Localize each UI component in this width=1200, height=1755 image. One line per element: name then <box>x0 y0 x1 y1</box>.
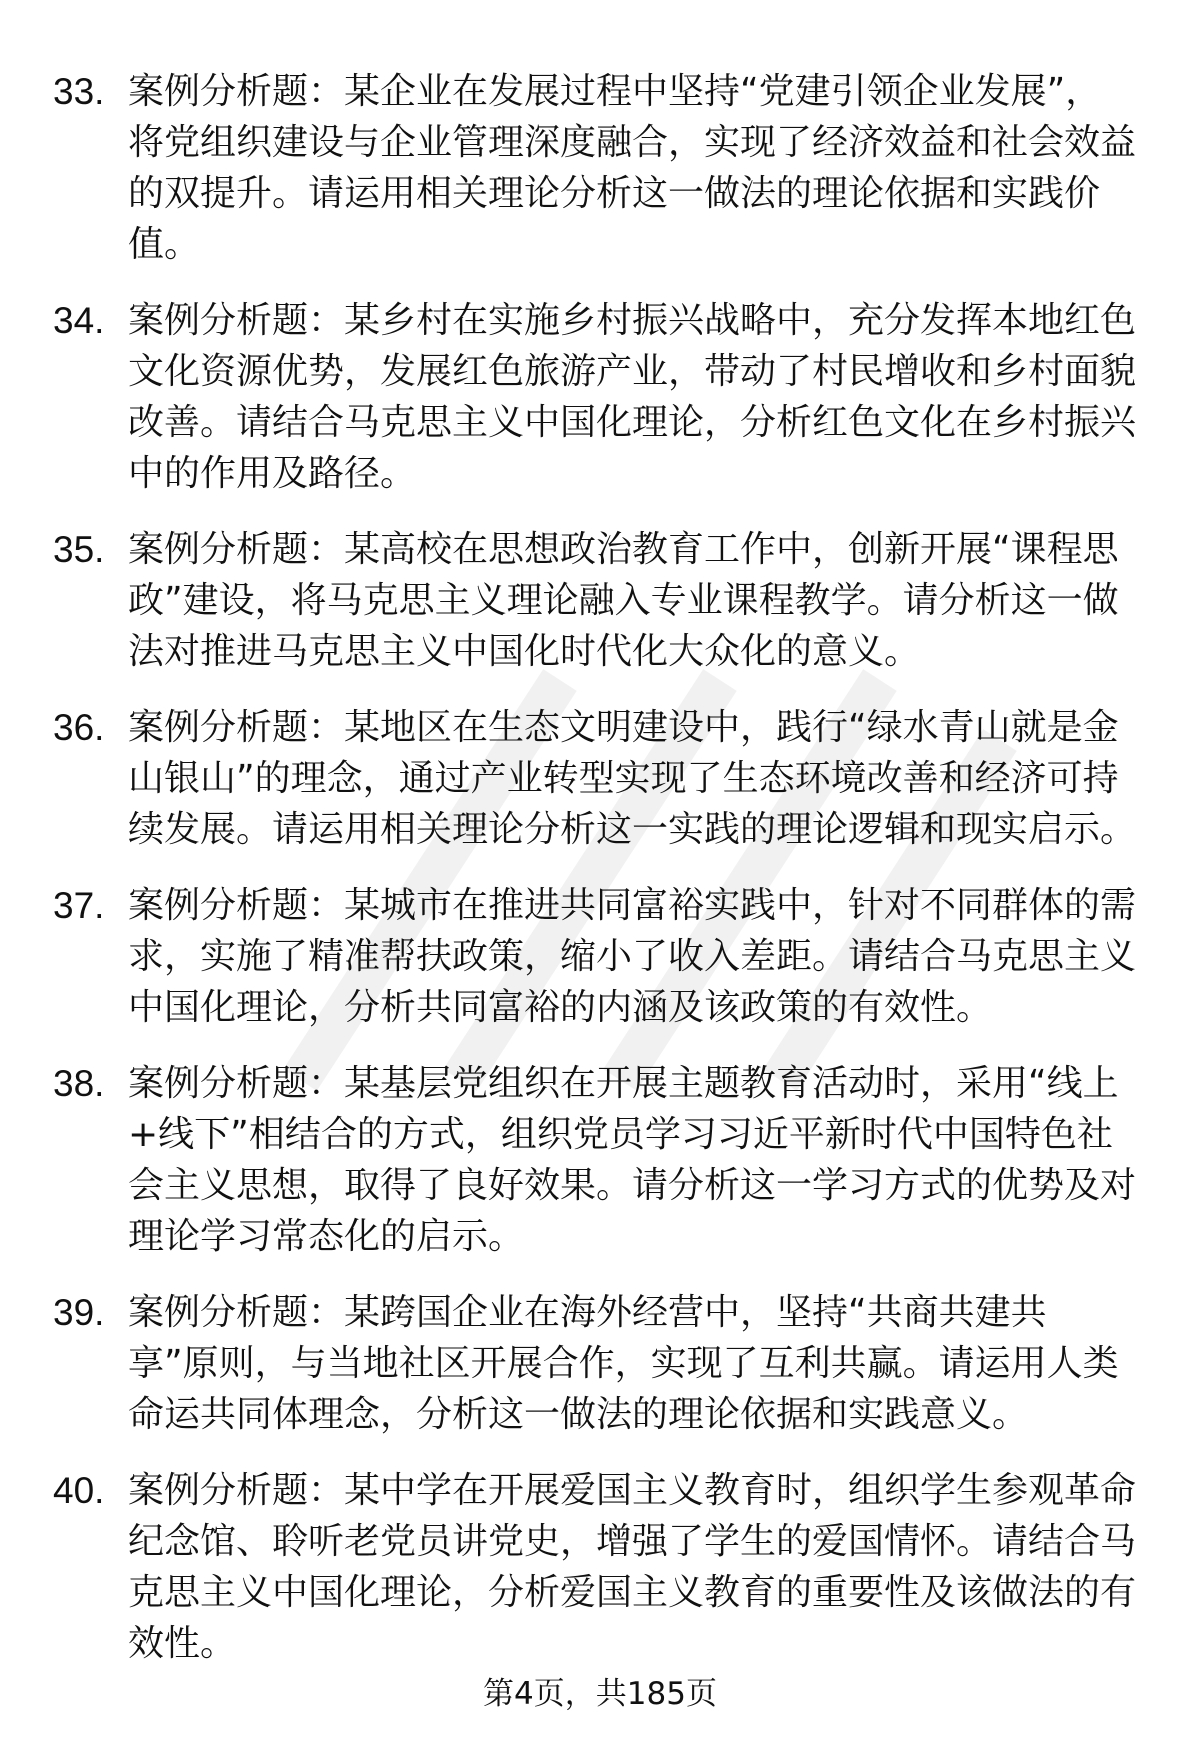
question-text-line: 案例分析题：某乡村在实施乡村振兴战略中，充分发挥本地红色 <box>128 300 1137 341</box>
question-text <box>128 880 1136 1033</box>
question-text-line: 法对推进马克思主义中国化时代化大众化的意义。 <box>128 631 921 672</box>
question-text-line: 案例分析题：某中学在开展爱国主义教育时，组织学生参观革命 <box>128 1470 1137 1511</box>
question-text-line: 理论学习常态化的启示。 <box>128 1216 525 1257</box>
question-text-line: 纪念馆、聆听老党员讲党史，增强了学生的爱国情怀。请结合马 <box>128 1521 1137 1562</box>
question-text-line: 克思主义中国化理论，分析爱国主义教育的重要性及该做法的有 <box>128 1572 1137 1613</box>
question-number: 38. <box>53 1063 105 1104</box>
question-number: 35. <box>53 529 105 570</box>
question-text-line: 案例分析题：某企业在发展过程中坚持“党建引领企业发展”， <box>128 71 1102 112</box>
question-text-line: 案例分析题：某城市在推进共同富裕实践中，针对不同群体的需 <box>128 885 1137 926</box>
question-text-line: 中国化理论，分析共同富裕的内涵及该政策的有效性。 <box>128 987 993 1028</box>
question-number: 37. <box>53 885 105 926</box>
page-footer: 第4页，共185页 <box>483 1676 717 1712</box>
question-number: 40. <box>53 1470 105 1511</box>
question-text-line: 山银山”的理念，通过产业转型实现了生态环境改善和经济可持 <box>128 758 1119 799</box>
question-text-line: 中的作用及路径。 <box>128 453 417 494</box>
question-text-line: 求，实施了精准帮扶政策，缩小了收入差距。请结合马克思主义 <box>128 936 1137 977</box>
question-text-line: 案例分析题：某跨国企业在海外经营中，坚持“共商共建共 <box>128 1292 1047 1333</box>
question-text <box>128 66 1136 270</box>
question-text-line: 效性。 <box>128 1623 237 1664</box>
question-text <box>128 1287 1119 1440</box>
question-text-line: 案例分析题：某地区在生态文明建设中，践行“绿水青山就是金 <box>128 707 1119 748</box>
question-text-line: 将党组织建设与企业管理深度融合，实现了经济效益和社会效益 <box>128 122 1137 163</box>
question-text <box>128 524 1119 677</box>
question-number: 33. <box>53 71 105 112</box>
question-text-line: 改善。请结合马克思主义中国化理论，分析红色文化在乡村振兴 <box>128 402 1137 443</box>
question-text <box>128 1058 1136 1262</box>
question-text <box>128 702 1136 855</box>
question-number: 34. <box>53 300 105 341</box>
question-text-line: 文化资源优势，发展红色旅游产业，带动了村民增收和乡村面貌 <box>128 351 1137 392</box>
question-text <box>128 295 1136 499</box>
question-text <box>128 1465 1136 1669</box>
question-number: 39. <box>53 1292 105 1333</box>
question-text-line: +线下”相结合的方式，组织党员学习习近平新时代中国特色社 <box>128 1114 1113 1155</box>
question-text-line: 命运共同体理念，分析这一做法的理论依据和实践意义。 <box>128 1394 1029 1435</box>
question-text-line: 享”原则，与当地社区开展合作，实现了互利共赢。请运用人类 <box>128 1343 1119 1384</box>
question-text-line: 会主义思想，取得了良好效果。请分析这一学习方式的优势及对 <box>128 1165 1137 1206</box>
question-text-line: 案例分析题：某基层党组织在开展主题教育活动时，采用“线上 <box>128 1063 1119 1104</box>
question-text-line: 的双提升。请运用相关理论分析这一做法的理论依据和实践价 <box>128 173 1101 214</box>
question-text-line: 续发展。请运用相关理论分析这一实践的理论逻辑和现实启示。 <box>128 809 1137 850</box>
question-text-line: 值。 <box>128 224 201 265</box>
question-number: 36. <box>53 707 105 748</box>
question-text-line: 政”建设，将马克思主义理论融入专业课程教学。请分析这一做 <box>128 580 1119 621</box>
question-text-line: 案例分析题：某高校在思想政治教育工作中，创新开展“课程思 <box>128 529 1119 570</box>
